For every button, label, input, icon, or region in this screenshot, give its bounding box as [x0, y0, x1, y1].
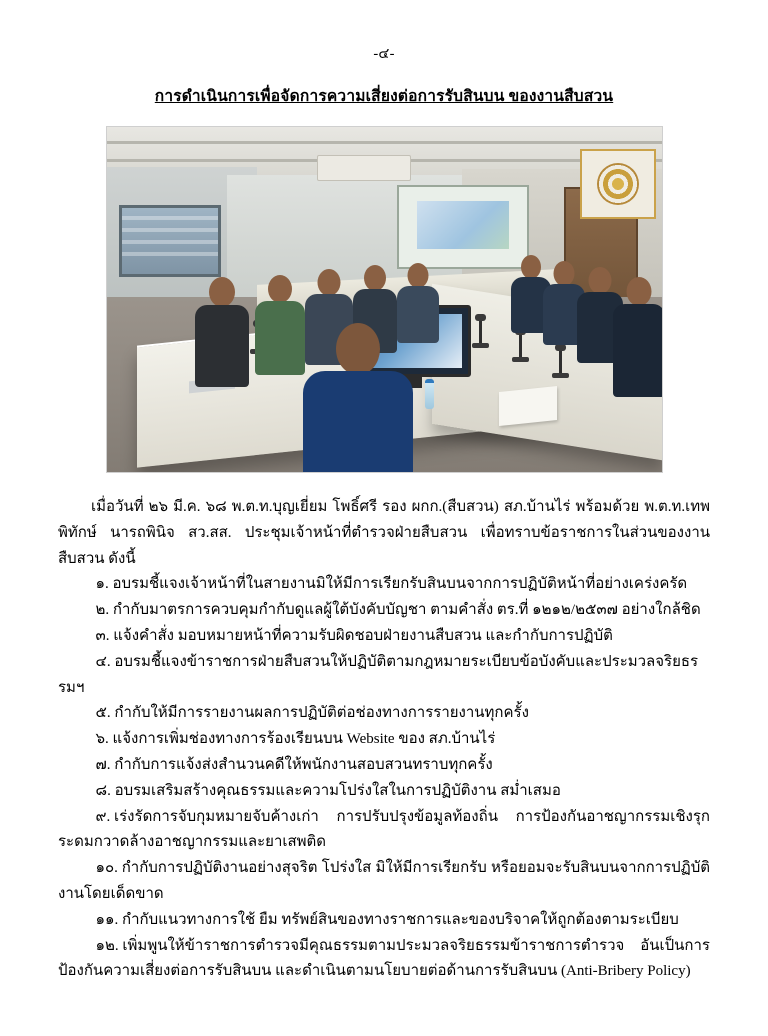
person-seated: [195, 277, 249, 387]
photo-scene: [107, 127, 662, 472]
item-text: กำกับแนวทางการใช้ ยืม ทรัพย์สินของทางราชการและของบริจาคให้ถูกต้องตามระเบียบ: [122, 911, 679, 928]
item-text: อบรมเสริมสร้างคุณธรรมและความโปร่งใสในการปฏิบัติงาน สม่ำเสมอ: [114, 782, 561, 799]
item-text: กำกับมาตรการควบคุมกำกับดูแลผู้ใต้บังคับบัญชา ตามคำสั่ง ตร.ที่ ๑๒๑๒/๒๕๓๗ อย่างใกล้ชิด: [112, 602, 701, 619]
person-seated: [613, 277, 662, 397]
item-number: ๙.: [95, 808, 111, 825]
list-item: [58, 624, 710, 650]
item-number: ๑๒.: [95, 937, 119, 954]
item-text: แจ้งคำสั่ง มอบหมายหน้าที่ความรับผิดชอบฝ่ายงานสืบสวน และกำกับการปฏิบัติ: [113, 627, 613, 644]
item-number: ๑๑.: [95, 911, 119, 928]
item-text: กำกับการปฏิบัติงานอย่างสุจริต โปร่งใส มิให้มีการเรียกรับ หรือยอมจะรับสินบนจากการปฏิบัติงานโดยเด็ดขาด: [58, 860, 710, 902]
list-item: [58, 701, 710, 727]
microphone: [479, 319, 482, 345]
water-bottle: [425, 379, 434, 409]
item-number: ๖.: [95, 731, 109, 748]
person-foreground: [303, 323, 413, 472]
item-text: เร่งรัดการจับกุมหมายจับค้างเก่า การปรับปรุงข้อมูลท้องถิ่น การป้องกันอาชญากรรมเชิงรุก ระดมกวาดล้างอาชญากรรมและยาเสพติด: [58, 808, 710, 851]
microphone: [559, 349, 562, 375]
item-text: กำกับให้มีการรายงานผลการปฏิบัติต่อช่องทางการรายงานทุกครั้ง: [114, 705, 529, 722]
list-item: [58, 572, 710, 598]
window: [119, 205, 221, 277]
person-seated: [255, 275, 305, 375]
item-number: ๕.: [95, 705, 111, 722]
list-item: [58, 753, 710, 779]
item-text: เพิ่มพูนให้ข้าราชการตำรวจมีคุณธรรมตามประมวลจริยธรรมข้าราชการตำรวจ อันเป็นการป้องกันความเสี่ยงต่อการรับสินบน และดำเนินตามนโยบายต่อด้านการรับสินบน (Anti-Bribery Policy): [58, 937, 710, 980]
list-item: [58, 650, 710, 702]
intro-paragraph: เมื่อวันที่ ๒๖ มี.ค. ๖๘ พ.ต.ท.บุญเยี่ยม โพธิ์ศรี รอง ผกก.(สืบสวน) สภ.บ้านไร่ พร้อมด้วย พ.ต.ท.เทพพิทักษ์ นารถพินิจ สว.สส. ประชุมเจ้าหน้าที่ตำรวจฝ่ายสืบสวน เพื่อทราบข้อราชการในส่วนของงานสืบสวน ดังนี้: [58, 499, 710, 567]
page-title: การดำเนินการเพื่อจัดการความเสี่ยงต่อการรับสินบน ของงานสืบสวน: [154, 88, 614, 105]
item-number: ๗.: [95, 756, 111, 773]
list-item: [58, 805, 710, 857]
microphone: [519, 333, 522, 359]
item-number: ๒.: [95, 602, 110, 619]
item-number: ๘.: [95, 782, 111, 799]
list-item: [58, 856, 710, 908]
list-item: [58, 598, 710, 624]
document-page: [0, 42, 768, 1036]
item-text: อบรมชี้แจงเจ้าหน้าที่ในสายงานมิให้มีการเรียกรับสินบนจากการปฏิบัติหน้าที่อย่างเคร่งครัด: [112, 576, 688, 593]
list-item: [58, 908, 710, 934]
action-items-list: [58, 572, 710, 985]
list-item: [58, 727, 710, 753]
item-number: ๔.: [95, 653, 111, 670]
air-conditioner: [317, 155, 411, 181]
list-item: [58, 934, 710, 986]
item-number: ๑.: [95, 576, 109, 593]
wall-emblem: [580, 149, 656, 219]
item-text: กำกับการแจ้งส่งสำนวนคดีให้พนักงานสอบสวนทราบทุกครั้ง: [114, 756, 493, 773]
item-text: อบรมชี้แจงข้าราชการฝ่ายสืบสวนให้ปฏิบัติตามกฎหมายระเบียบข้อบังคับและประมวลจริยธรรมฯ: [58, 653, 699, 696]
document-body: [58, 495, 710, 985]
meeting-room-photo: [106, 126, 663, 473]
page-number: -๔-: [373, 46, 395, 62]
list-item: [58, 779, 710, 805]
item-number: ๓.: [95, 627, 110, 644]
paper-stack: [499, 386, 557, 426]
projector-screen: [397, 185, 529, 269]
item-text: แจ้งการเพิ่มช่องทางการร้องเรียนบน Website ของ สภ.บ้านไร่: [112, 731, 496, 748]
item-number: ๑๐.: [95, 860, 118, 877]
